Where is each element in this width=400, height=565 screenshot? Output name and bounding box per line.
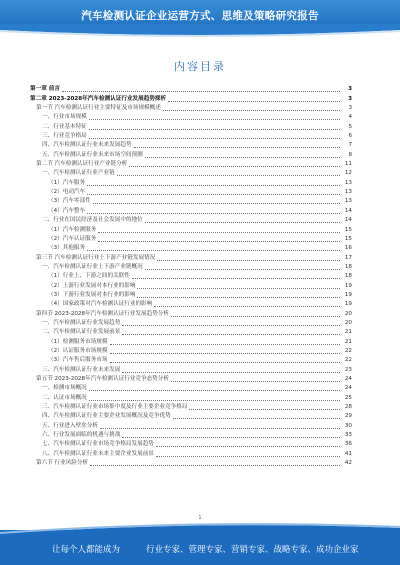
toc-entry-text: 二、行业在国民经济及社会发展中的地位 bbox=[42, 217, 143, 224]
toc-entry-page: 15 bbox=[344, 235, 352, 242]
toc-entry-text: 三、汽车检测认证行业市场集中度及行业主要企业竞争格局 bbox=[42, 404, 188, 411]
toc-entry[interactable] bbox=[30, 160, 352, 169]
toc-entry-page: 3 bbox=[348, 105, 352, 112]
toc-entry[interactable] bbox=[30, 384, 352, 393]
toc-entry[interactable] bbox=[30, 281, 352, 290]
footer-slogan-left: 让每个人都能成为 bbox=[52, 545, 121, 555]
toc-entry[interactable] bbox=[30, 459, 352, 468]
toc-entry-text: 七、汽车检测认证行业市场竞争格局发展趋势 bbox=[42, 441, 154, 448]
toc-entry-text: 第二节 汽车检测认证行业产业链分析 bbox=[36, 161, 128, 168]
toc-entry-page: 5 bbox=[348, 123, 352, 130]
toc-entry[interactable] bbox=[30, 431, 352, 440]
toc-dot-leader bbox=[87, 194, 340, 195]
toc-entry[interactable] bbox=[30, 421, 352, 430]
toc-dot-leader bbox=[134, 147, 340, 148]
toc-dot-leader bbox=[156, 456, 340, 457]
toc-entry[interactable] bbox=[30, 347, 352, 356]
toc-entry-page: 3 bbox=[348, 86, 352, 93]
toc-entry-page: 12 bbox=[344, 170, 352, 177]
toc-entry-text: （3）汽车零部件 bbox=[48, 198, 91, 205]
toc-entry-text: 二、认证市场概况 bbox=[42, 394, 87, 401]
toc-dot-leader bbox=[90, 465, 340, 466]
toc-entry-text: 第二章 2023-2028年汽车检测认证行业发展趋势探析 bbox=[30, 95, 167, 102]
toc-entry[interactable] bbox=[30, 94, 352, 103]
toc-entry-page: 24 bbox=[344, 376, 352, 382]
toc-entry-page: 19 bbox=[344, 291, 352, 298]
toc-dot-leader bbox=[89, 400, 340, 401]
toc-dot-leader bbox=[100, 428, 340, 429]
toc-dot-leader bbox=[145, 269, 340, 270]
toc-entry-text: 第三节 汽车检测认证行业上下游产业链发展情况 bbox=[36, 254, 156, 261]
toc-entry-text: 第六节 行业风险分析 bbox=[36, 460, 89, 467]
toc-entry-page: 24 bbox=[344, 385, 352, 392]
toc-entry-text: 第一节 汽车检测认证行业主要特征及市场规模概述 bbox=[36, 105, 161, 112]
toc-entry[interactable] bbox=[30, 440, 352, 449]
toc-dot-leader bbox=[117, 175, 340, 176]
toc-entry-page: 19 bbox=[344, 301, 352, 308]
toc-entry-page: 29 bbox=[344, 413, 352, 420]
toc-entry[interactable] bbox=[30, 300, 352, 309]
toc-entry-page: 18 bbox=[344, 273, 352, 280]
toc-entry-text: （1）行业上、下游之间的关联性 bbox=[48, 273, 130, 280]
toc-dot-leader bbox=[89, 138, 340, 139]
toc-dot-leader bbox=[93, 203, 340, 204]
toc-entry[interactable] bbox=[30, 178, 352, 187]
toc-entry-page: 42 bbox=[344, 460, 352, 467]
toc-entry-text: 一、汽车检测认证行业发展趋势 bbox=[42, 319, 121, 326]
toc-dot-leader bbox=[98, 241, 340, 242]
toc-entry-page: 36 bbox=[344, 441, 352, 448]
toc-entry[interactable] bbox=[30, 244, 352, 253]
toc-dot-leader bbox=[122, 334, 340, 335]
toc-entry[interactable] bbox=[30, 328, 352, 337]
toc-entry[interactable] bbox=[30, 85, 352, 94]
toc-entry[interactable] bbox=[30, 319, 352, 328]
toc-entry[interactable] bbox=[30, 449, 352, 458]
toc-dot-leader bbox=[129, 166, 340, 167]
toc-entry[interactable] bbox=[30, 206, 352, 215]
toc-entry-text: 一、汽车检测认证行业产业链 bbox=[42, 170, 115, 177]
toc-entry-text: 三、行业竞争格局 bbox=[42, 133, 87, 140]
toc-dot-leader bbox=[171, 381, 340, 382]
toc-entry[interactable] bbox=[30, 141, 352, 150]
toc-dot-leader bbox=[122, 325, 340, 326]
toc-entry-text: （1）汽车服务 bbox=[48, 179, 86, 186]
toc-dot-leader bbox=[89, 390, 340, 391]
toc-entry-text: 八、汽车检测认证行业未来主要企业发展前景 bbox=[42, 450, 154, 457]
toc-entry-text: （2）认证服务市场规模 bbox=[48, 347, 108, 354]
toc-dot-leader bbox=[122, 372, 340, 373]
toc-entry-page: 33 bbox=[344, 432, 352, 439]
toc-entry-page: 21 bbox=[344, 329, 352, 336]
toc-entry-text: （2）上游行业发展对本行业的影响 bbox=[48, 282, 136, 289]
toc-entry-page: 41 bbox=[344, 450, 352, 457]
toc-entry-page: 14 bbox=[344, 217, 352, 224]
toc-dot-leader bbox=[157, 260, 340, 261]
toc-entry[interactable] bbox=[30, 235, 352, 244]
toc-dot-leader bbox=[168, 101, 340, 102]
footer-banner bbox=[0, 530, 400, 565]
toc-entry[interactable] bbox=[30, 113, 352, 122]
toc-entry-text: （2）电动汽车 bbox=[48, 189, 86, 196]
toc-entry[interactable] bbox=[30, 365, 352, 374]
toc-entry[interactable] bbox=[30, 291, 352, 300]
toc-entry-text: 六、行业发展面临的机遇与挑战 bbox=[42, 432, 121, 439]
toc-dot-leader bbox=[89, 119, 340, 120]
toc-dot-leader bbox=[171, 316, 340, 317]
toc-entry-text: （1）检测服务市场规模 bbox=[48, 338, 108, 345]
toc-entry[interactable] bbox=[30, 104, 352, 113]
toc-dot-leader bbox=[145, 222, 340, 223]
toc-dot-leader bbox=[132, 278, 340, 279]
toc-entry[interactable] bbox=[30, 337, 352, 346]
toc-entry[interactable] bbox=[30, 169, 352, 178]
toc-entry-page: 7 bbox=[348, 142, 352, 149]
toc-entry-page: 20 bbox=[344, 310, 352, 317]
toc-entry[interactable] bbox=[30, 132, 352, 141]
toc-entry-text: （3）汽车售后服务市场 bbox=[48, 357, 108, 364]
toc-entry[interactable] bbox=[30, 309, 352, 318]
toc-entry[interactable] bbox=[30, 188, 352, 197]
toc-entry[interactable] bbox=[30, 393, 352, 402]
toc-dot-leader bbox=[145, 157, 340, 158]
toc-entry-page: 23 bbox=[344, 366, 352, 373]
header-swoosh-decoration bbox=[0, 24, 400, 38]
report-title: 汽车检测认证企业运营方式、思维及策略研究报告 bbox=[81, 10, 319, 22]
toc-entry[interactable] bbox=[30, 122, 352, 131]
toc-dot-leader bbox=[156, 446, 340, 447]
toc-entry-text: 一、行业市场规模 bbox=[42, 114, 87, 121]
toc-dot-leader bbox=[110, 362, 341, 363]
toc-dot-leader bbox=[137, 288, 340, 289]
table-of-contents bbox=[30, 85, 352, 468]
toc-entry-page: 18 bbox=[344, 263, 352, 270]
toc-entry-page: 21 bbox=[344, 338, 352, 345]
toc-entry-page: 15 bbox=[344, 226, 352, 233]
toc-entry[interactable] bbox=[30, 412, 352, 421]
toc-entry[interactable] bbox=[30, 375, 352, 384]
toc-entry[interactable] bbox=[30, 150, 352, 159]
toc-dot-leader bbox=[189, 409, 340, 410]
toc-dot-leader bbox=[154, 306, 340, 307]
page-number: 1 bbox=[198, 515, 202, 521]
toc-entry[interactable] bbox=[30, 253, 352, 262]
toc-entry-text: （3）其他服务 bbox=[48, 245, 86, 252]
toc-dot-leader bbox=[110, 353, 341, 354]
toc-entry[interactable] bbox=[30, 272, 352, 281]
toc-entry-text: 第一章 前言 bbox=[30, 86, 60, 93]
toc-entry[interactable] bbox=[30, 403, 352, 412]
toc-entry-text: （4）汽车整车 bbox=[48, 207, 86, 214]
toc-entry[interactable] bbox=[30, 197, 352, 206]
toc-entry-text: （4）国家政策对汽车检测认证行业的影响 bbox=[48, 301, 153, 308]
toc-entry-page: 25 bbox=[344, 394, 352, 401]
toc-entry-text: 第四节 2023-2028年汽车检测认证行业发展趋势分析 bbox=[36, 310, 169, 317]
toc-dot-leader bbox=[87, 250, 340, 251]
toc-entry-text: （3）下游行业发展对本行业的影响 bbox=[48, 291, 136, 298]
toc-entry[interactable] bbox=[30, 216, 352, 225]
toc-entry-text: （1）汽车检测服务 bbox=[48, 226, 97, 233]
toc-entry[interactable] bbox=[30, 263, 352, 272]
toc-entry-text: （2）汽车认证服务 bbox=[48, 235, 97, 242]
toc-entry-page: 4 bbox=[348, 114, 352, 121]
toc-dot-leader bbox=[89, 129, 340, 130]
toc-entry-page: 22 bbox=[344, 357, 352, 364]
footer-slogan-right: 行业专家、管理专家、营销专家、战略专家、成功企业家 bbox=[146, 545, 359, 555]
toc-entry-text: 三、汽车检测认证行业未来发展 bbox=[42, 366, 121, 373]
toc-entry[interactable] bbox=[30, 356, 352, 365]
toc-dot-leader bbox=[173, 418, 340, 419]
toc-dot-leader bbox=[122, 437, 340, 438]
toc-dot-leader bbox=[110, 344, 341, 345]
toc-dot-leader bbox=[87, 185, 340, 186]
toc-entry-text: 五、行业进入壁垒分析 bbox=[42, 422, 98, 429]
toc-entry-text: 一、汽车检测认证行业上下游产业链概况 bbox=[42, 263, 143, 270]
toc-dot-leader bbox=[62, 91, 340, 92]
footer-wave-decoration bbox=[0, 520, 400, 534]
toc-entry-page: 13 bbox=[344, 189, 352, 196]
toc-entry-text: 二、汽车检测认证行业发展前景 bbox=[42, 329, 121, 336]
toc-entry-page: 11 bbox=[344, 161, 352, 168]
toc-entry-text: 五、汽车检测认证行业未来市场空间预测 bbox=[42, 151, 143, 158]
toc-dot-leader bbox=[87, 213, 340, 214]
toc-entry-page: 13 bbox=[344, 179, 352, 186]
toc-entry-page: 20 bbox=[344, 319, 352, 326]
toc-dot-leader bbox=[137, 297, 340, 298]
toc-dot-leader bbox=[163, 110, 340, 111]
toc-entry-page: 16 bbox=[344, 245, 352, 252]
toc-entry-page: 14 bbox=[344, 207, 352, 214]
toc-entry-page: 17 bbox=[344, 254, 352, 261]
toc-entry-page: 13 bbox=[344, 198, 352, 205]
toc-entry-text: 一、检测市场概况 bbox=[42, 385, 87, 392]
toc-entry-text: 四、汽车检测认证行业未来发展趋势 bbox=[42, 142, 132, 149]
toc-entry-page: 19 bbox=[344, 282, 352, 289]
toc-entry-page: 28 bbox=[344, 404, 352, 411]
toc-entry-text: 二、行业基本特征 bbox=[42, 123, 87, 130]
toc-entry-page: 3 bbox=[348, 95, 352, 102]
toc-entry[interactable] bbox=[30, 225, 352, 234]
toc-entry-text: 第五节 2023-2028年汽车检测认证行业竞争态势分析 bbox=[36, 376, 169, 382]
toc-entry-text: 四、汽车检测认证行业主要企业发展概况及竞争优势 bbox=[42, 413, 171, 420]
toc-entry-page: 22 bbox=[344, 347, 352, 354]
toc-dot-leader bbox=[98, 232, 340, 233]
toc-heading: 内容目录 bbox=[174, 60, 226, 73]
toc-entry-page: 8 bbox=[348, 151, 352, 158]
toc-entry-page: 30 bbox=[344, 422, 352, 429]
toc-entry-page: 6 bbox=[348, 133, 352, 140]
